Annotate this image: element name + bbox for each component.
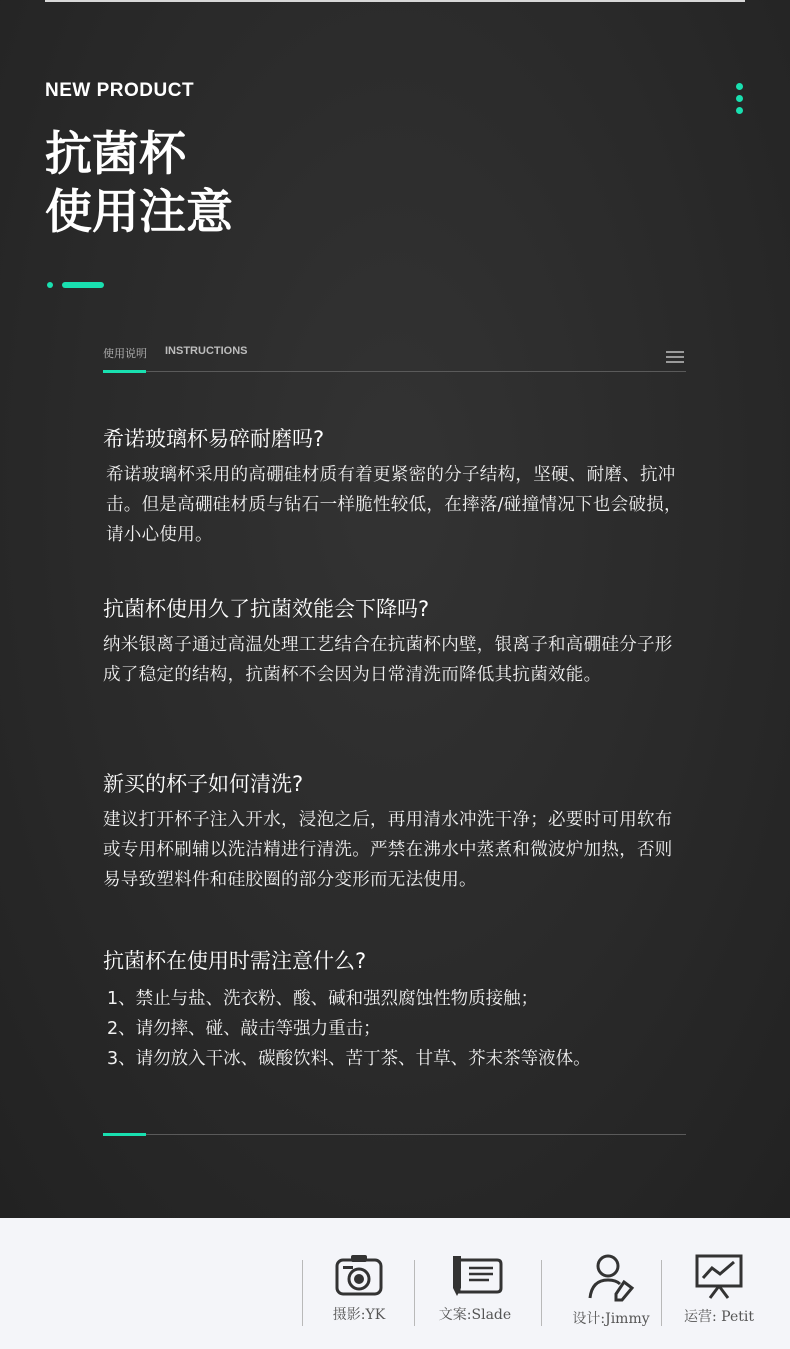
faq-question: 抗菌杯使用久了抗菌效能会下降吗?	[103, 597, 430, 621]
faq-item	[103, 769, 686, 895]
credit-photography	[318, 1252, 400, 1324]
credit-label: 摄影:YK	[332, 1307, 386, 1323]
faq-question: 新买的杯子如何清洗?	[103, 772, 304, 796]
title-line-2: 使用注意	[45, 185, 233, 240]
credit-label: 运营: Petit	[684, 1309, 754, 1325]
bottom-accent-bar	[103, 1133, 146, 1136]
menu-icon[interactable]	[666, 351, 684, 366]
more-dots-icon[interactable]	[736, 83, 744, 119]
presentation-chart-icon	[694, 1252, 744, 1300]
accent-bar	[62, 282, 104, 288]
credit-operations	[676, 1252, 762, 1326]
title-line-1: 抗菌杯	[45, 127, 186, 182]
top-divider	[45, 0, 745, 2]
camera-icon	[334, 1252, 384, 1298]
faq-list	[103, 984, 686, 1074]
faq-item	[103, 946, 686, 1074]
credit-design	[560, 1252, 662, 1328]
faq-answer: 建议打开杯子注入开水，浸泡之后，再用清水冲洗干净；必要时可用软布或专用杯刷辅以洗洁精进行清洗。严禁在沸水中蒸煮和微波炉加热，否则易导致塑料件和硅胶圈的部分变形而无法使用。	[103, 810, 673, 890]
credits-footer	[0, 1218, 790, 1349]
credit-separator	[302, 1260, 303, 1326]
credit-label: 设计:Jimmy	[572, 1311, 650, 1327]
faq-answer: 希诺玻璃杯采用的高硼硅材质有着更紧密的分子结构，坚硬、耐磨、抗冲击。但是高硼硅材质与钻石一样脆性较低，在摔落/碰撞情况下也会破损，请小心使用。	[106, 465, 682, 545]
accent-dot	[47, 282, 53, 288]
credit-copywriting	[428, 1252, 522, 1324]
faq-question: 希诺玻璃杯易碎耐磨吗?	[103, 427, 325, 451]
bottom-divider	[103, 1134, 686, 1135]
tab-label-en[interactable]: INSTRUCTIONS	[165, 345, 248, 357]
designer-icon	[586, 1252, 636, 1302]
list-item: 2、请勿摔、碰、敲击等强力重击；	[107, 1019, 381, 1039]
instructions-tabbar	[103, 345, 686, 372]
list-item: 3、请勿放入干冰、碳酸饮料、苦丁茶、甘草、芥末茶等液体。	[107, 1049, 591, 1069]
page-title	[45, 126, 233, 242]
faq-item	[103, 594, 686, 690]
credit-separator	[414, 1260, 415, 1326]
credit-separator	[661, 1260, 662, 1326]
credit-label: 文案:Slade	[438, 1307, 512, 1323]
faq-answer: 纳米银离子通过高温处理工艺结合在抗菌杯内壁，银离子和高硼硅分子形成了稳定的结构，抗菌杯不会因为日常清洗而降低其抗菌效能。	[103, 635, 673, 685]
credit-separator	[541, 1260, 542, 1326]
tab-active-indicator	[103, 370, 146, 373]
faq-item	[103, 424, 686, 550]
pen-paper-icon	[445, 1252, 505, 1298]
tab-label-cn[interactable]: 使用说明	[103, 347, 147, 360]
section-tag: NEW PRODUCT	[45, 80, 195, 101]
faq-question: 抗菌杯在使用时需注意什么?	[103, 949, 367, 973]
list-item: 1、禁止与盐、洗衣粉、酸、碱和强烈腐蚀性物质接触；	[107, 989, 539, 1009]
